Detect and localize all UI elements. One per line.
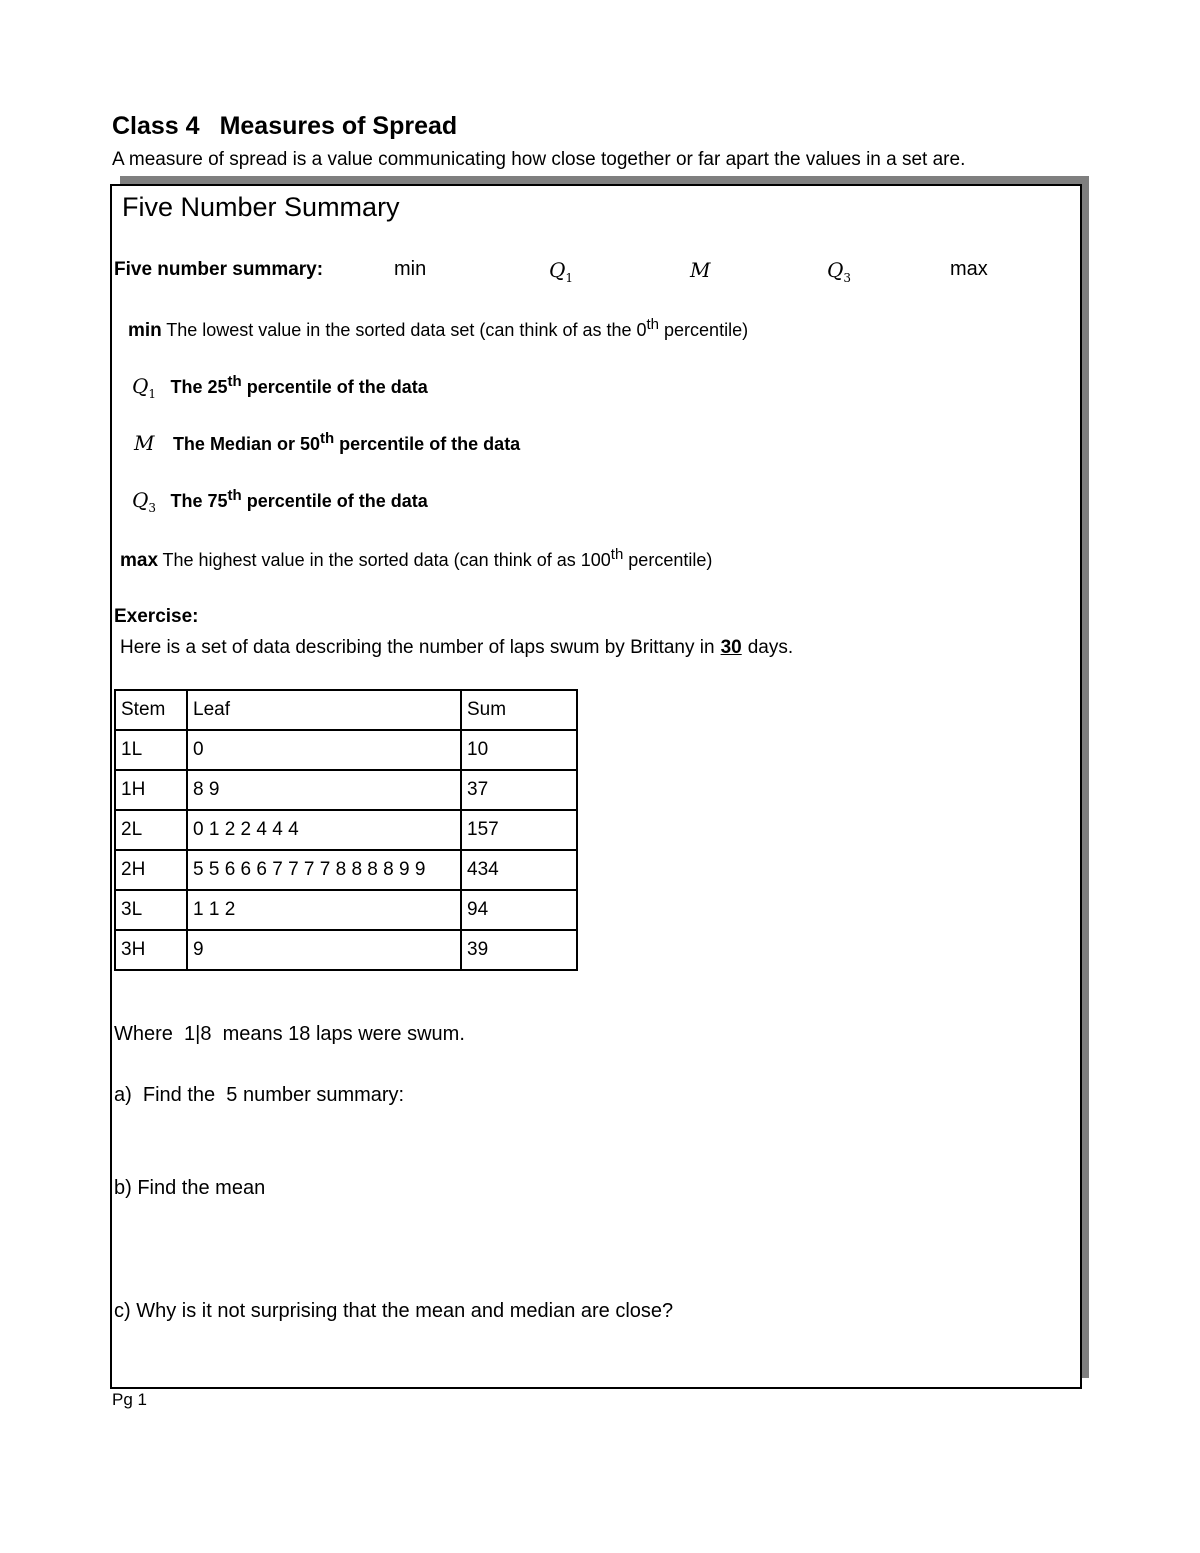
cell-leaf: 8 9 (187, 770, 461, 810)
cell-sum: 434 (461, 850, 577, 890)
cell-sum: 10 (461, 730, 577, 770)
cell-leaf: 1 1 2 (187, 890, 461, 930)
cell-stem: 3L (115, 890, 187, 930)
cell-sum: 157 (461, 810, 577, 850)
intro-text: A measure of spread is a value communicating how close together or far apart the values in a set are. (112, 149, 966, 170)
table-row (115, 890, 577, 930)
key-note: Where 1|8 means 18 laps were swum. (114, 1023, 465, 1045)
section-title: Five Number Summary (122, 192, 400, 222)
cell-stem: 2H (115, 850, 187, 890)
exercise-label: Exercise: (114, 606, 199, 627)
table-row (115, 930, 577, 970)
cell-sum: 39 (461, 930, 577, 970)
table-row (115, 850, 577, 890)
exercise-description: Here is a set of data describing the number of laps swum by Brittany in 30 days. (120, 637, 794, 658)
fns-median: M (690, 258, 711, 282)
definition-max: max The highest value in the sorted data (can think of as 100th percentile) (120, 546, 713, 571)
content-box (110, 184, 1082, 1389)
cell-sum: 37 (461, 770, 577, 810)
table-row (115, 770, 577, 810)
header-sum: Sum (461, 690, 577, 730)
question-b: b) Find the mean (114, 1177, 266, 1199)
cell-leaf: 9 (187, 930, 461, 970)
fns-q3: $Q_3$ (827, 258, 852, 285)
table-row (115, 810, 577, 850)
cell-stem: 1H (115, 770, 187, 810)
definition-min: min The lowest value in the sorted data set (can think of as the 0th percentile) (128, 316, 749, 341)
cell-leaf: 0 (187, 730, 461, 770)
page-title: Class 4 Measures of Spread (112, 112, 458, 140)
cell-stem: 3H (115, 930, 187, 970)
definition-median: M The Median or 50th percentile of the data (134, 430, 521, 455)
cell-stem: 2L (115, 810, 187, 850)
definition-q3: $Q_3$ The 75th percentile of the data (132, 487, 428, 515)
fns-max: max (950, 258, 988, 280)
definition-q1: $Q_1$ The 25th percentile of the data (132, 373, 428, 401)
cell-sum: 94 (461, 890, 577, 930)
fns-label: Five number summary: (114, 259, 324, 280)
question-a: a) Find the 5 number summary: (114, 1084, 405, 1106)
fns-q1: $Q_1$ (549, 258, 574, 285)
stem-leaf-table (114, 689, 578, 971)
question-c: c) Why is it not surprising that the mean and median are close? (114, 1300, 674, 1322)
cell-leaf: 0 1 2 2 4 4 4 (187, 810, 461, 850)
page-number: Pg 1 (112, 1390, 147, 1409)
header-stem: Stem (115, 690, 187, 730)
table-header-row (115, 690, 577, 730)
cell-stem: 1L (115, 730, 187, 770)
table-row (115, 730, 577, 770)
cell-leaf: 5 5 6 6 6 7 7 7 7 8 8 8 8 9 9 (187, 850, 461, 890)
fns-min: min (394, 258, 427, 280)
header-leaf: Leaf (187, 690, 461, 730)
